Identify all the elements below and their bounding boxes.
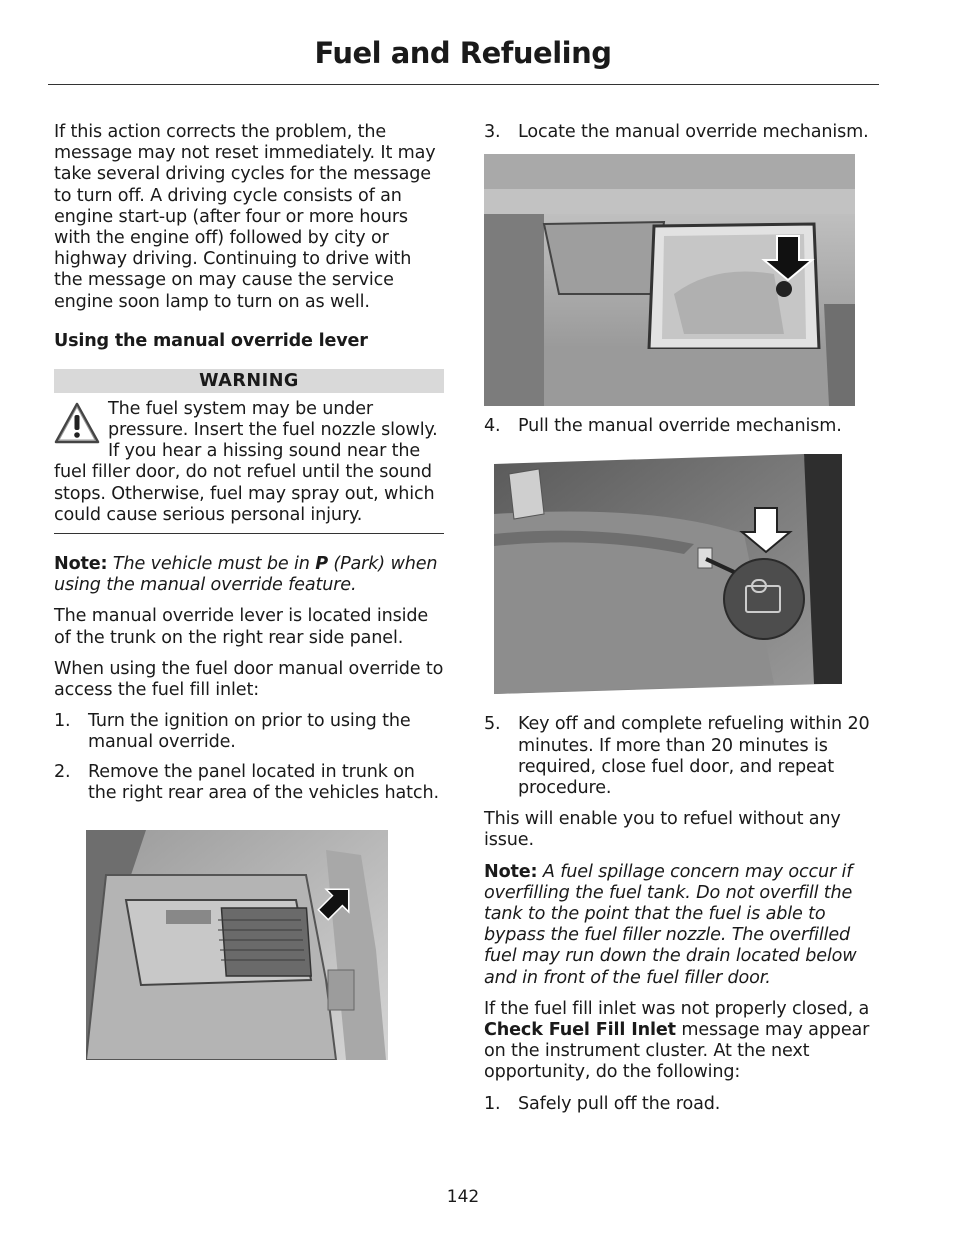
list-item: 5. Key off and complete refueling within 20 minutes. If more than 20 minutes is required, close fuel door, and repeat procedure.: [484, 714, 870, 799]
note-spillage: [484, 862, 876, 989]
override-location-illustration: [484, 154, 855, 406]
note-park-letter: P: [315, 554, 328, 575]
message-name: Check Fuel Fill Inlet: [484, 1020, 676, 1041]
list-item: 4. Pull the manual override mechanism.: [484, 416, 842, 437]
steps-list-left: [54, 711, 444, 804]
warning-text: The fuel system may be under pressure. Insert the fuel nozzle slowly. If you hear a hissing sound near the fuel filler door, do not refuel until the sound stops. Otherwise, fuel may spray out, which could cause serious personal injury.: [54, 398, 438, 525]
right-column: [484, 122, 876, 1115]
note-text-b: (Park) when using the manual override feature.: [54, 554, 438, 596]
page-number: 142: [446, 1187, 480, 1207]
fill-inlet-paragraph: If the fuel fill inlet was not properly closed, a Check Fuel Fill Inlet message may appear on the instrument cluster. At the next opportunity, do the following:: [484, 998, 870, 1083]
override-pull-illustration: [494, 454, 842, 694]
note-spillage-text: A fuel spillage concern may occur if overfilling the fuel tank. Do not overfill the tank to the point that the fuel is able to bypass the fuel filler nozzle. The overfilled fuel may run down the drain located below and in front of the fuel filler door.: [484, 861, 857, 988]
note-label: Note:: [54, 554, 108, 575]
note-park: [54, 554, 444, 596]
override-usage-paragraph: When using the fuel door manual override to access the fuel fill inlet:: [54, 658, 444, 701]
warning-label: WARNING: [54, 369, 444, 393]
page-title: Fuel and Refueling: [314, 36, 612, 70]
step-3: [484, 122, 876, 143]
warning-box: [54, 399, 444, 534]
refuel-confirmation-paragraph: This will enable you to refuel without any issue.: [484, 809, 841, 851]
intro-paragraph: If this action corrects the problem, the message may not reset immediately. It may take several driving cycles for the message to turn off. A driving cycle consists of an engine start-up (after four or more hours with the engine off) followed by city or highway driving. Continuing to drive with the message on may cause the service engine soon lamp to turn on as well.: [54, 122, 436, 312]
step-4: [484, 416, 876, 437]
section-heading: Using the manual override lever: [54, 330, 368, 351]
left-column: [54, 122, 444, 1060]
step-5: [484, 714, 876, 799]
steps-list-right: [484, 1094, 876, 1115]
list-item: 1. Turn the ignition on prior to using the manual override.: [54, 711, 411, 753]
note-label: Note:: [484, 861, 538, 882]
warning-triangle-icon: [54, 401, 100, 445]
title-divider: [48, 84, 879, 85]
override-location-paragraph: The manual override lever is located inside of the trunk on the right rear side panel.: [54, 606, 429, 648]
note-text-a: The vehicle must be in: [107, 554, 316, 575]
list-item: 2. Remove the panel located in trunk on the right rear area of the vehicles hatch.: [54, 761, 439, 803]
trunk-panel-illustration: [86, 830, 388, 1060]
list-item: 1. Safely pull off the road.: [484, 1093, 721, 1114]
list-item: 3. Locate the manual override mechanism.: [484, 122, 869, 142]
